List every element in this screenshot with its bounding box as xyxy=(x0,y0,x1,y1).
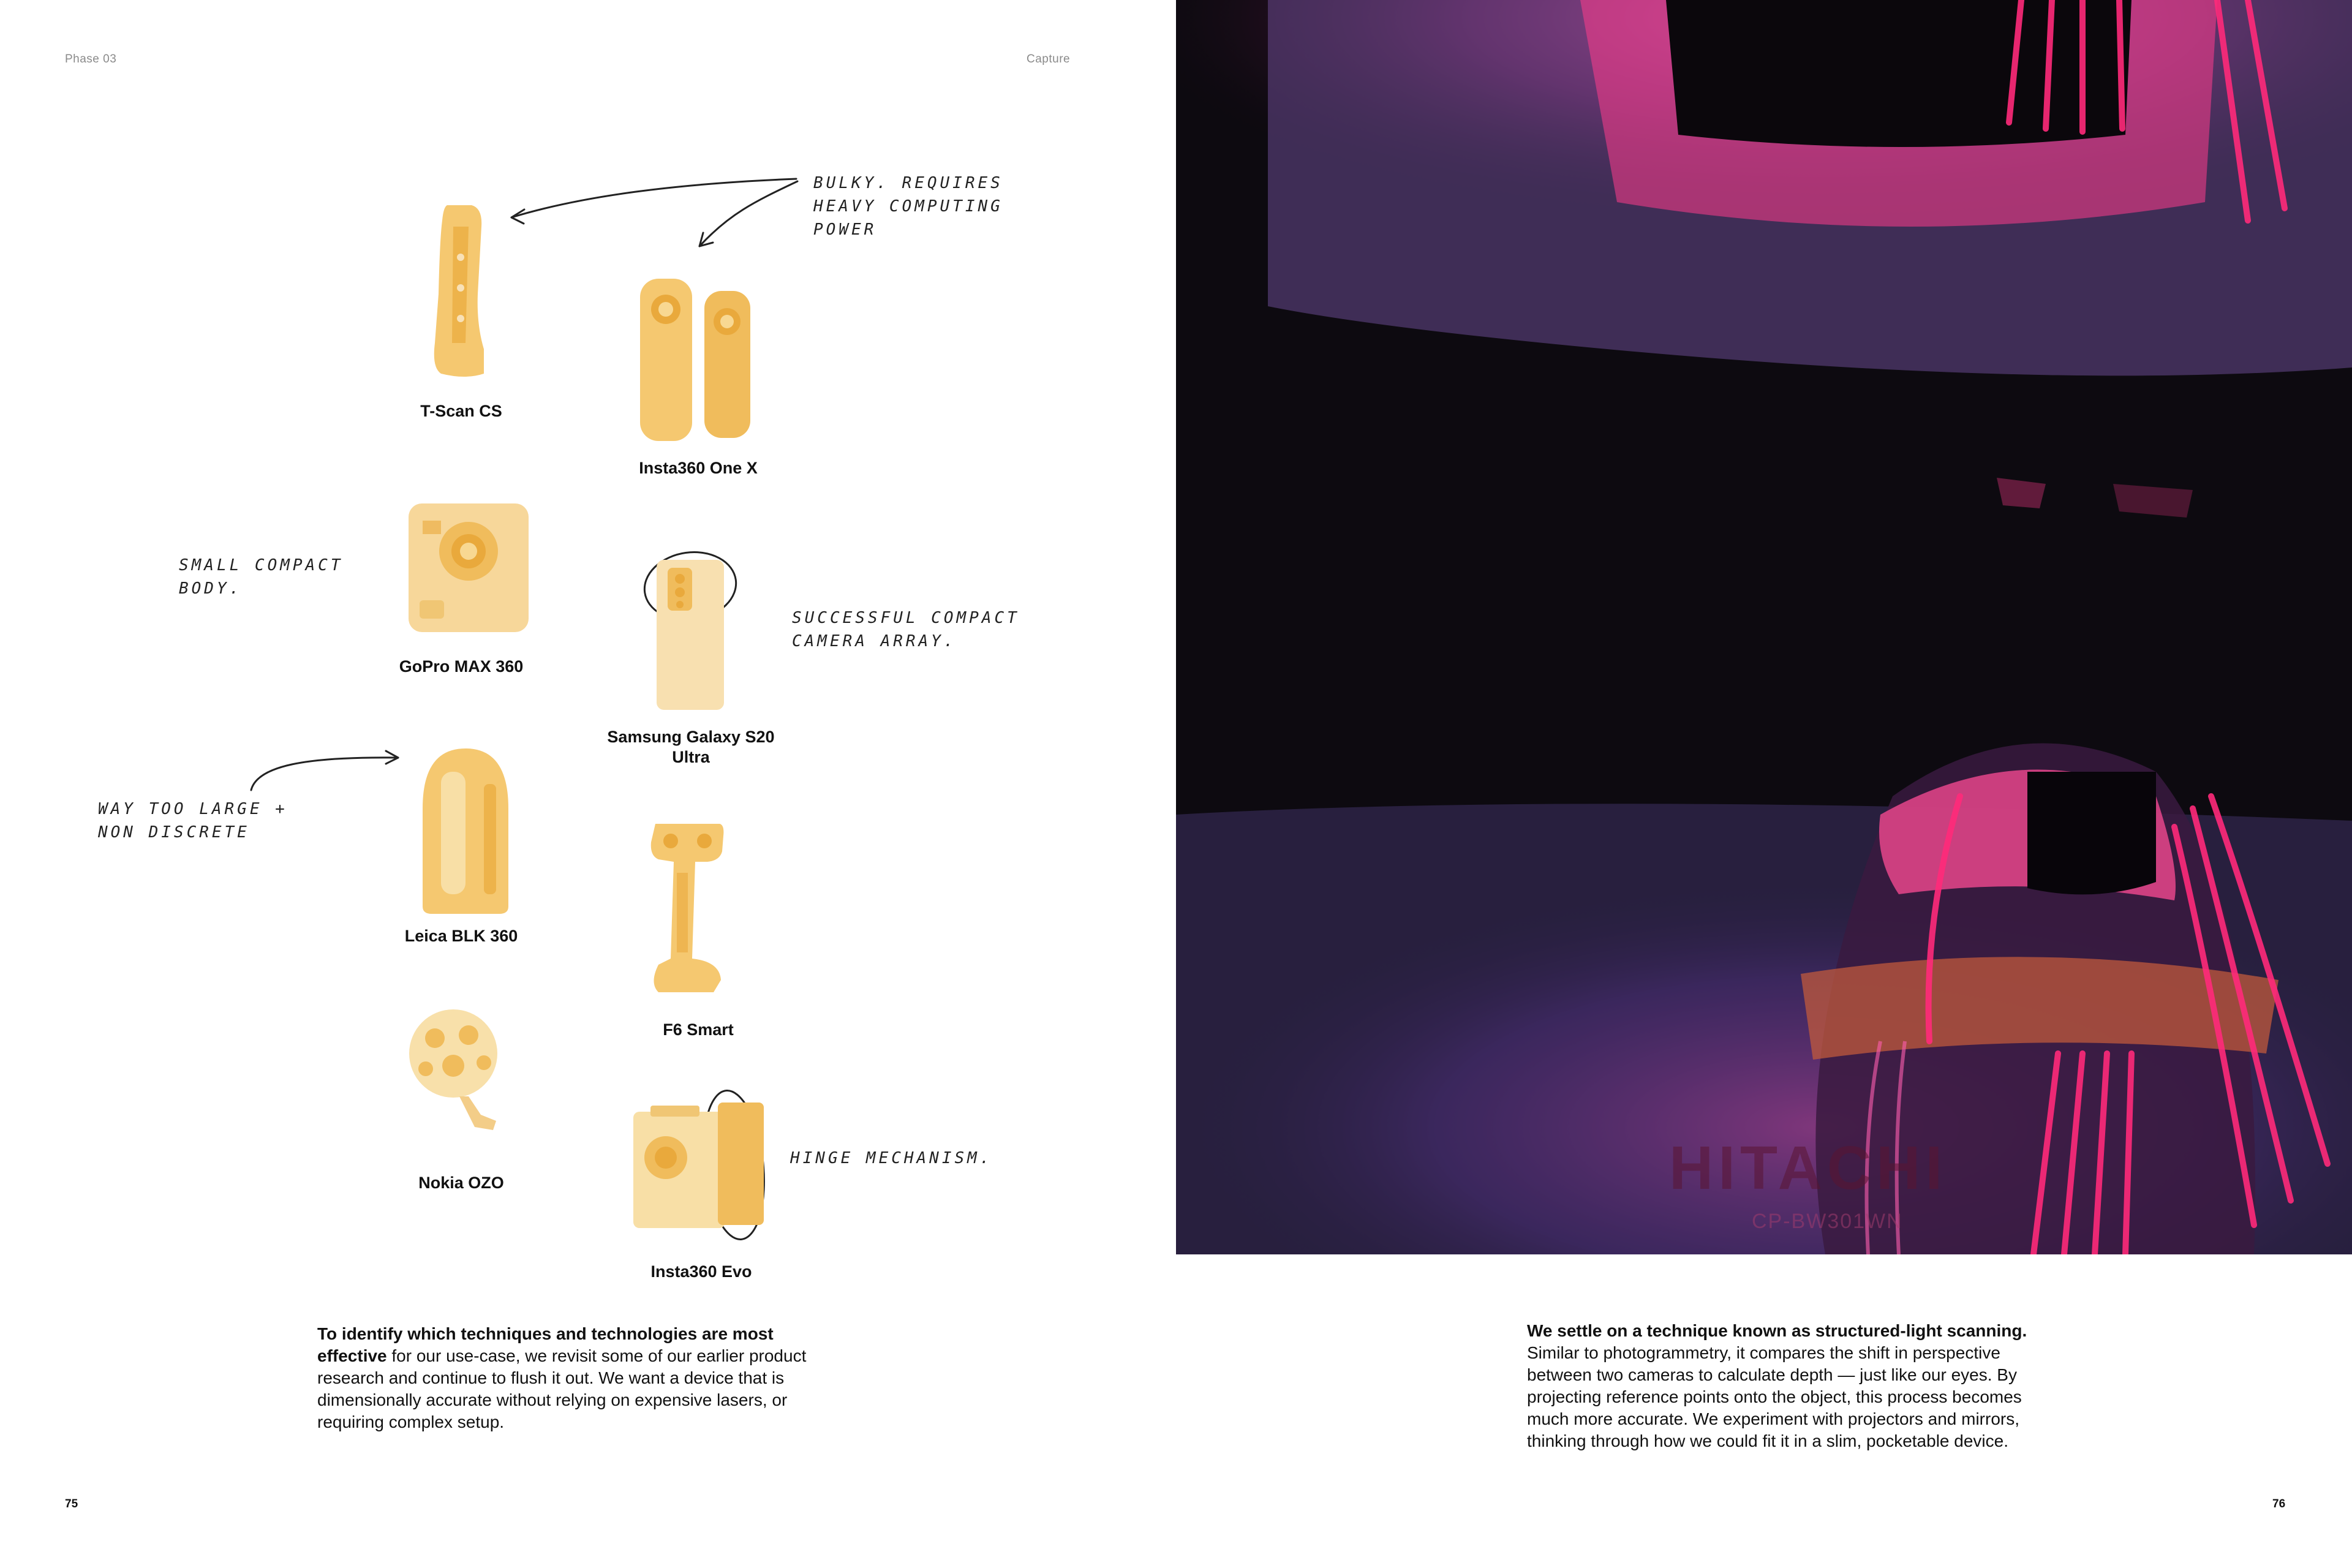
product-image-f6-smart xyxy=(646,818,726,995)
running-head-section: Phase 03 xyxy=(65,53,117,66)
product-label: Leica BLK 360 xyxy=(404,927,518,945)
product-image-nokia-ozo xyxy=(407,1005,505,1139)
body-paragraph-right xyxy=(1527,1320,2029,1452)
page-number-right: 76 xyxy=(2272,1498,2286,1510)
product-image-gopro-max xyxy=(407,502,530,634)
body-lead: We settle on a technique known as structured-light scanning. xyxy=(1527,1321,2027,1340)
product-image-samsung-s20 xyxy=(655,559,726,712)
arrow-to-leica xyxy=(251,758,398,790)
body-paragraph-left xyxy=(317,1323,826,1433)
note-way-too-large: WAY TOO LARGE + NON DISCRETE xyxy=(98,800,288,842)
note-hinge: HINGE MECHANISM. xyxy=(790,1149,993,1167)
product-label: F6 Smart xyxy=(663,1020,734,1039)
structured-light-photo xyxy=(1176,0,2352,1254)
product-image-insta360-onex xyxy=(637,273,753,444)
product-label: T-Scan CS xyxy=(420,402,502,420)
product-image-tscan xyxy=(429,202,490,380)
arrow-to-insta360-onex xyxy=(699,181,797,246)
note-successful-array: SUCCESSFUL COMPACT CAMERA ARRAY. xyxy=(792,609,1020,650)
product-label: GoPro MAX 360 xyxy=(399,657,524,676)
product-label: Samsung Galaxy S20 Ultra xyxy=(607,728,775,766)
running-head-chapter: Capture xyxy=(1027,53,1071,66)
product-label: Insta360 Evo xyxy=(650,1262,752,1281)
projector-model-mark: CP-BW301WN xyxy=(1752,1210,1903,1233)
arrow-to-tscan xyxy=(511,179,796,217)
projector-brand-mark: HITACHI xyxy=(1669,1134,1948,1202)
page-number-left: 75 xyxy=(65,1498,78,1510)
note-bulky: BULKY. REQUIRES HEAVY COMPUTING POWER xyxy=(813,174,1003,239)
product-label: Insta360 One X xyxy=(639,459,758,477)
product-image-leica-blk xyxy=(417,747,514,916)
right-page xyxy=(1176,0,2352,1568)
product-label: Nokia OZO xyxy=(418,1174,504,1192)
body-copy: Similar to photogrammetry, it compares the shift in perspective between two cameras to calculate depth — just like our eyes. By projecting reference points onto the object, this process becomes much more accurate. We experiment with projectors and mirrors, thinking through how we could fit it in a slim, pocketable device. xyxy=(1527,1343,2022,1450)
note-small-compact: SMALL COMPACT BODY. xyxy=(179,556,344,598)
body-copy: for our use-case, we revisit some of our earlier product research and continue to flush it out. We want a device that is dimensionally accurate without relying on expensive lasers, or requiring complex setup. xyxy=(317,1346,807,1431)
body-lead: To identify which techniques and technologies are most effective xyxy=(317,1324,774,1365)
product-image-insta360-evo xyxy=(632,1099,767,1231)
